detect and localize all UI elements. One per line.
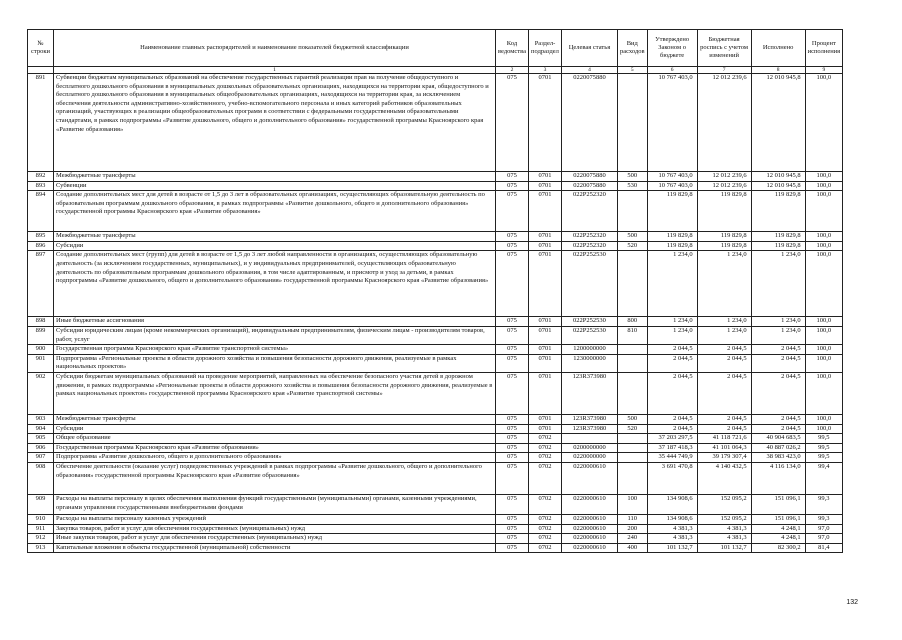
col-number: 2 bbox=[496, 67, 529, 74]
row-executed: 12 010 945,8 bbox=[751, 74, 805, 172]
row-vedom: 075 bbox=[496, 74, 529, 172]
row-name: Капитальные вложения в объекты государственной (муниципальной) собственности bbox=[54, 543, 496, 553]
row-vr: 810 bbox=[617, 326, 647, 344]
row-vedom: 075 bbox=[496, 453, 529, 463]
row-vr bbox=[617, 345, 647, 355]
row-executed: 2 044,5 bbox=[751, 354, 805, 372]
row-csr: 022P252530 bbox=[561, 251, 617, 317]
row-csr: 1230000000 bbox=[561, 354, 617, 372]
row-vedom: 075 bbox=[496, 372, 529, 414]
row-number: 907 bbox=[28, 453, 54, 463]
row-razdel: 0702 bbox=[528, 514, 561, 524]
row-executed: 2 044,5 bbox=[751, 345, 805, 355]
row-vr: 800 bbox=[617, 317, 647, 327]
row-csr: 022P252320 bbox=[561, 232, 617, 242]
col-number bbox=[28, 67, 54, 74]
row-razdel: 0701 bbox=[528, 414, 561, 424]
row-executed: 2 044,5 bbox=[751, 424, 805, 434]
row-rospis: 1 234,0 bbox=[697, 317, 751, 327]
row-executed: 12 010 945,8 bbox=[751, 181, 805, 191]
row-approved: 2 044,5 bbox=[647, 354, 697, 372]
row-executed: 12 010 945,8 bbox=[751, 172, 805, 182]
row-csr: 022P252530 bbox=[561, 317, 617, 327]
row-name: Субвенции бюджетам муниципальных образований на обеспечение государственных гарантий реализации прав на получение общедоступного и бесплатного дошкольного образования в муниципальных дошкольных образовательных организациях, находящихся на территории края, общедоступного и бесплатного дошкольного образования в муниципальных общеобразовательных организациях, находящихся на территории края, за исключением обеспечения деятельности административно-хозяйственного, учебно-вспомогательного персонала и иных категорий работников образовательных организаций, участвующих в реализации общеобразовательных программ в соответствии с федеральными государственными образовательными стандартами, в рамках подпрограммы «Развитие дошкольного, общего и дополнительного образования» государственной программы Красноярского края «Развитие образования» bbox=[54, 74, 496, 172]
row-vedom: 075 bbox=[496, 345, 529, 355]
row-csr: 0200000000 bbox=[561, 443, 617, 453]
row-csr: 0220000610 bbox=[561, 524, 617, 534]
row-executed: 151 096,1 bbox=[751, 514, 805, 524]
row-vr bbox=[617, 453, 647, 463]
row-csr: 0220000610 bbox=[561, 494, 617, 514]
row-rospis: 2 044,5 bbox=[697, 354, 751, 372]
row-razdel: 0701 bbox=[528, 424, 561, 434]
row-approved: 134 908,6 bbox=[647, 514, 697, 524]
table-row bbox=[28, 172, 843, 182]
row-rospis: 2 044,5 bbox=[697, 345, 751, 355]
row-number: 910 bbox=[28, 514, 54, 524]
row-rospis: 119 829,8 bbox=[697, 191, 751, 232]
row-razdel: 0702 bbox=[528, 443, 561, 453]
table-row bbox=[28, 181, 843, 191]
row-number: 900 bbox=[28, 345, 54, 355]
row-razdel: 0701 bbox=[528, 74, 561, 172]
row-vedom: 075 bbox=[496, 172, 529, 182]
row-vedom: 075 bbox=[496, 354, 529, 372]
row-approved: 2 044,5 bbox=[647, 424, 697, 434]
row-razdel: 0702 bbox=[528, 494, 561, 514]
row-approved: 35 444 749,9 bbox=[647, 453, 697, 463]
row-rospis: 152 095,2 bbox=[697, 494, 751, 514]
header-vedom: Код ведомства bbox=[496, 30, 529, 67]
row-number: 897 bbox=[28, 251, 54, 317]
table-row bbox=[28, 74, 843, 172]
row-razdel: 0701 bbox=[528, 232, 561, 242]
row-number: 893 bbox=[28, 181, 54, 191]
row-approved: 4 381,3 bbox=[647, 534, 697, 544]
header-vr: Вид расходов bbox=[617, 30, 647, 67]
row-executed: 1 234,0 bbox=[751, 251, 805, 317]
row-approved: 3 691 470,8 bbox=[647, 462, 697, 494]
row-vedom: 075 bbox=[496, 317, 529, 327]
row-percent: 100,0 bbox=[805, 326, 843, 344]
table-row bbox=[28, 524, 843, 534]
row-rospis: 2 044,5 bbox=[697, 414, 751, 424]
row-name: Обеспечение деятельности (оказание услуг) подведомственных учреждений в рамках подпрограммы «Развитие дошкольного, общего и дополнительного образования» государственной программы Красноярского края «Развитие образования» bbox=[54, 462, 496, 494]
row-csr: 0220000610 bbox=[561, 462, 617, 494]
row-rospis: 4 140 432,5 bbox=[697, 462, 751, 494]
row-name: Подпрограмма «Региональные проекты в области дорожного хозяйства и повышения безопасности дорожного движения, реализуемые в рамках национальных проектов» bbox=[54, 354, 496, 372]
row-rospis: 12 012 239,6 bbox=[697, 172, 751, 182]
row-csr: 0220075880 bbox=[561, 172, 617, 182]
row-percent: 100,0 bbox=[805, 345, 843, 355]
row-percent: 100,0 bbox=[805, 191, 843, 232]
row-executed: 2 044,5 bbox=[751, 372, 805, 414]
col-number: 1 bbox=[54, 67, 496, 74]
row-executed: 151 096,1 bbox=[751, 494, 805, 514]
column-number-row bbox=[28, 67, 843, 74]
row-razdel: 0701 bbox=[528, 345, 561, 355]
row-approved: 134 908,6 bbox=[647, 494, 697, 514]
row-csr: 0220000610 bbox=[561, 543, 617, 553]
table-row bbox=[28, 317, 843, 327]
table-row bbox=[28, 443, 843, 453]
row-vr bbox=[617, 191, 647, 232]
row-csr: 0220000000 bbox=[561, 453, 617, 463]
row-csr: 123R373980 bbox=[561, 372, 617, 414]
row-rospis: 4 381,3 bbox=[697, 524, 751, 534]
row-approved: 10 767 403,0 bbox=[647, 172, 697, 182]
row-rospis: 2 044,5 bbox=[697, 424, 751, 434]
row-percent: 100,0 bbox=[805, 424, 843, 434]
row-percent: 99,5 bbox=[805, 434, 843, 444]
row-executed: 40 904 683,5 bbox=[751, 434, 805, 444]
row-executed: 82 300,2 bbox=[751, 543, 805, 553]
row-vr bbox=[617, 462, 647, 494]
row-percent: 99,3 bbox=[805, 494, 843, 514]
row-number: 896 bbox=[28, 241, 54, 251]
row-vedom: 075 bbox=[496, 251, 529, 317]
row-vedom: 075 bbox=[496, 424, 529, 434]
header-razdel: Раздел-подраздел bbox=[528, 30, 561, 67]
row-percent: 100,0 bbox=[805, 74, 843, 172]
row-vr: 500 bbox=[617, 172, 647, 182]
row-razdel: 0702 bbox=[528, 434, 561, 444]
row-vedom: 075 bbox=[496, 241, 529, 251]
row-rospis: 1 234,0 bbox=[697, 251, 751, 317]
row-percent: 99,5 bbox=[805, 453, 843, 463]
row-number: 899 bbox=[28, 326, 54, 344]
row-approved: 101 132,7 bbox=[647, 543, 697, 553]
col-number: 4 bbox=[561, 67, 617, 74]
row-name: Субсидии юридическим лицам (кроме некоммерческих организаций), индивидуальным предпринимателям, физическим лицам - производителям товаров, работ, услуг bbox=[54, 326, 496, 344]
row-vr bbox=[617, 354, 647, 372]
col-number: 5 bbox=[617, 67, 647, 74]
row-name: Межбюджетные трансферты bbox=[54, 414, 496, 424]
row-rospis: 119 829,8 bbox=[697, 241, 751, 251]
header-csr: Целевая статья bbox=[561, 30, 617, 67]
row-approved: 119 829,8 bbox=[647, 241, 697, 251]
row-vr bbox=[617, 443, 647, 453]
row-vr bbox=[617, 74, 647, 172]
header-executed: Исполнено bbox=[751, 30, 805, 67]
row-razdel: 0702 bbox=[528, 534, 561, 544]
row-razdel: 0701 bbox=[528, 172, 561, 182]
table-row bbox=[28, 434, 843, 444]
table-row bbox=[28, 494, 843, 514]
row-number: 908 bbox=[28, 462, 54, 494]
table-row bbox=[28, 424, 843, 434]
row-vr: 530 bbox=[617, 181, 647, 191]
header-name: Наименование главных распорядителей и наименование показателей бюджетной классификации bbox=[54, 30, 496, 67]
row-name: Межбюджетные трансферты bbox=[54, 172, 496, 182]
row-vr: 520 bbox=[617, 241, 647, 251]
row-number: 903 bbox=[28, 414, 54, 424]
row-vr bbox=[617, 434, 647, 444]
table-row bbox=[28, 345, 843, 355]
row-number: 898 bbox=[28, 317, 54, 327]
row-csr: 0220000610 bbox=[561, 514, 617, 524]
header-percent: Процент исполнения bbox=[805, 30, 843, 67]
row-number: 902 bbox=[28, 372, 54, 414]
table-row bbox=[28, 453, 843, 463]
row-percent: 100,0 bbox=[805, 232, 843, 242]
row-approved: 10 767 403,0 bbox=[647, 74, 697, 172]
row-vedom: 075 bbox=[496, 514, 529, 524]
row-executed: 119 829,8 bbox=[751, 191, 805, 232]
row-percent: 81,4 bbox=[805, 543, 843, 553]
row-razdel: 0701 bbox=[528, 326, 561, 344]
row-rospis: 41 101 064,3 bbox=[697, 443, 751, 453]
row-name: Закупка товаров, работ и услуг для обеспечения государственных (муниципальных) нужд bbox=[54, 524, 496, 534]
row-vr bbox=[617, 251, 647, 317]
row-approved: 2 044,5 bbox=[647, 372, 697, 414]
row-number: 913 bbox=[28, 543, 54, 553]
col-number: 3 bbox=[528, 67, 561, 74]
row-name: Подпрограмма «Развитие дошкольного, общего и дополнительного образования» bbox=[54, 453, 496, 463]
table-row bbox=[28, 543, 843, 553]
row-approved: 37 203 297,5 bbox=[647, 434, 697, 444]
header-num: № строки bbox=[28, 30, 54, 67]
row-name: Иные бюджетные ассигнования bbox=[54, 317, 496, 327]
table-row bbox=[28, 251, 843, 317]
row-percent: 100,0 bbox=[805, 317, 843, 327]
budget-table bbox=[27, 29, 843, 553]
row-number: 892 bbox=[28, 172, 54, 182]
table-row bbox=[28, 372, 843, 414]
row-razdel: 0702 bbox=[528, 524, 561, 534]
row-razdel: 0701 bbox=[528, 372, 561, 414]
row-name: Создание дополнительных мест (групп) для детей в возрасте от 1,5 до 3 лет любой направленности в организациях, осуществляющих образовательную деятельность (за исключением государственных, муниципальных), и у индивидуальных предпринимателей, осуществляющих образовательную деятельность по образовательным программам дошкольного образования, в том числе адаптированным, и присмотр и уход за детьми, в рамках подпрограммы «Развитие дошкольного, общего и дополнительного образования» государственной программы Красноярского края «Развитие образования» bbox=[54, 251, 496, 317]
row-approved: 1 234,0 bbox=[647, 317, 697, 327]
row-csr: 123R373980 bbox=[561, 424, 617, 434]
row-approved: 4 381,3 bbox=[647, 524, 697, 534]
row-percent: 100,0 bbox=[805, 251, 843, 317]
row-razdel: 0701 bbox=[528, 241, 561, 251]
row-vr: 400 bbox=[617, 543, 647, 553]
row-vr: 500 bbox=[617, 414, 647, 424]
row-csr: 1200000000 bbox=[561, 345, 617, 355]
row-executed: 119 829,8 bbox=[751, 241, 805, 251]
row-rospis: 119 829,8 bbox=[697, 232, 751, 242]
row-csr: 0220075880 bbox=[561, 74, 617, 172]
row-vedom: 075 bbox=[496, 434, 529, 444]
row-vr: 240 bbox=[617, 534, 647, 544]
row-razdel: 0702 bbox=[528, 453, 561, 463]
row-name: Государственная программа Красноярского края «Развитие транспортной системы» bbox=[54, 345, 496, 355]
row-name: Общее образование bbox=[54, 434, 496, 444]
row-razdel: 0702 bbox=[528, 543, 561, 553]
row-rospis: 41 118 721,6 bbox=[697, 434, 751, 444]
header-approved: Утверждено Законом о бюджете bbox=[647, 30, 697, 67]
row-approved: 1 234,0 bbox=[647, 251, 697, 317]
row-percent: 99,5 bbox=[805, 443, 843, 453]
table-row bbox=[28, 232, 843, 242]
row-number: 894 bbox=[28, 191, 54, 232]
header-rospis: Бюджетная роспись с учетом изменений bbox=[697, 30, 751, 67]
row-name: Субсидии бюджетам муниципальных образований на проведение мероприятий, направленных на обеспечение безопасного участия детей в дорожном движении, в рамках подпрограммы «Региональные проекты в области дорожного хозяйства и повышения безопасности дорожного движения, реализуемые в рамках национальных проектов» государственной программы Красноярского края «Развитие транспортной системы» bbox=[54, 372, 496, 414]
budget-table-sheet bbox=[27, 29, 843, 553]
row-percent: 100,0 bbox=[805, 414, 843, 424]
row-vedom: 075 bbox=[496, 534, 529, 544]
row-percent: 100,0 bbox=[805, 372, 843, 414]
row-vedom: 075 bbox=[496, 181, 529, 191]
row-vedom: 075 bbox=[496, 414, 529, 424]
row-name: Государственная программа Красноярского края «Развитие образования» bbox=[54, 443, 496, 453]
table-header-row bbox=[28, 30, 843, 67]
table-body bbox=[28, 74, 843, 553]
row-percent: 99,4 bbox=[805, 462, 843, 494]
row-number: 912 bbox=[28, 534, 54, 544]
row-approved: 37 187 418,3 bbox=[647, 443, 697, 453]
row-executed: 4 116 134,0 bbox=[751, 462, 805, 494]
row-name: Субвенции bbox=[54, 181, 496, 191]
row-razdel: 0701 bbox=[528, 181, 561, 191]
row-percent: 100,0 bbox=[805, 172, 843, 182]
row-percent: 97,0 bbox=[805, 534, 843, 544]
row-csr: 0220075880 bbox=[561, 181, 617, 191]
row-csr: 022P252530 bbox=[561, 326, 617, 344]
row-csr bbox=[561, 434, 617, 444]
table-row bbox=[28, 514, 843, 524]
table-row bbox=[28, 241, 843, 251]
row-vedom: 075 bbox=[496, 326, 529, 344]
page-number: 132 bbox=[846, 599, 858, 606]
row-vedom: 075 bbox=[496, 524, 529, 534]
row-razdel: 0701 bbox=[528, 317, 561, 327]
row-number: 891 bbox=[28, 74, 54, 172]
row-executed: 1 234,0 bbox=[751, 317, 805, 327]
col-number: 6 bbox=[647, 67, 697, 74]
row-name: Расходы на выплаты персоналу казенных учреждений bbox=[54, 514, 496, 524]
row-rospis: 152 095,2 bbox=[697, 514, 751, 524]
row-rospis: 12 012 239,6 bbox=[697, 181, 751, 191]
row-percent: 100,0 bbox=[805, 181, 843, 191]
table-row bbox=[28, 462, 843, 494]
row-number: 905 bbox=[28, 434, 54, 444]
row-number: 895 bbox=[28, 232, 54, 242]
row-vedom: 075 bbox=[496, 543, 529, 553]
row-vr: 520 bbox=[617, 424, 647, 434]
row-razdel: 0701 bbox=[528, 354, 561, 372]
row-name: Расходы на выплаты персоналу в целях обеспечения выполнения функций государственными (муниципальными) органами, казенными учреждениями, органами управления государственными внебюджетными фондами bbox=[54, 494, 496, 514]
row-razdel: 0701 bbox=[528, 251, 561, 317]
row-vedom: 075 bbox=[496, 232, 529, 242]
row-vr: 500 bbox=[617, 232, 647, 242]
row-name: Субсидии bbox=[54, 241, 496, 251]
row-csr: 022P252320 bbox=[561, 191, 617, 232]
row-razdel: 0701 bbox=[528, 191, 561, 232]
row-vr bbox=[617, 372, 647, 414]
row-vedom: 075 bbox=[496, 462, 529, 494]
row-vedom: 075 bbox=[496, 443, 529, 453]
row-name: Иные закупки товаров, работ и услуг для обеспечения государственных (муниципальных) нужд bbox=[54, 534, 496, 544]
row-percent: 100,0 bbox=[805, 354, 843, 372]
table-row bbox=[28, 414, 843, 424]
table-row bbox=[28, 534, 843, 544]
row-rospis: 12 012 239,6 bbox=[697, 74, 751, 172]
table-row bbox=[28, 191, 843, 232]
table-row bbox=[28, 354, 843, 372]
row-csr: 022P252320 bbox=[561, 241, 617, 251]
row-csr: 123R373980 bbox=[561, 414, 617, 424]
row-number: 906 bbox=[28, 443, 54, 453]
row-rospis: 101 132,7 bbox=[697, 543, 751, 553]
row-vedom: 075 bbox=[496, 494, 529, 514]
row-vr: 110 bbox=[617, 514, 647, 524]
table-row bbox=[28, 326, 843, 344]
row-razdel: 0702 bbox=[528, 462, 561, 494]
row-vr: 100 bbox=[617, 494, 647, 514]
row-rospis: 39 179 307,4 bbox=[697, 453, 751, 463]
row-number: 911 bbox=[28, 524, 54, 534]
row-name: Создание дополнительных мест для детей в возрасте от 1,5 до 3 лет в образовательных организациях, осуществляющих образовательную деятельность по образовательным программам дошкольного образования, в рамках подпрограммы «Развитие дошкольного, общего и дополнительного образования» государственной программы Красноярского края «Развитие образования» bbox=[54, 191, 496, 232]
row-approved: 2 044,5 bbox=[647, 345, 697, 355]
row-approved: 2 044,5 bbox=[647, 414, 697, 424]
row-number: 904 bbox=[28, 424, 54, 434]
row-executed: 119 829,8 bbox=[751, 232, 805, 242]
row-percent: 97,0 bbox=[805, 524, 843, 534]
row-executed: 1 234,0 bbox=[751, 326, 805, 344]
row-approved: 1 234,0 bbox=[647, 326, 697, 344]
row-vr: 200 bbox=[617, 524, 647, 534]
row-executed: 4 248,1 bbox=[751, 524, 805, 534]
row-name: Межбюджетные трансферты bbox=[54, 232, 496, 242]
row-rospis: 1 234,0 bbox=[697, 326, 751, 344]
row-approved: 119 829,8 bbox=[647, 232, 697, 242]
row-executed: 4 248,1 bbox=[751, 534, 805, 544]
row-percent: 100,0 bbox=[805, 241, 843, 251]
row-approved: 10 767 403,0 bbox=[647, 181, 697, 191]
row-number: 909 bbox=[28, 494, 54, 514]
col-number: 9 bbox=[805, 67, 843, 74]
row-executed: 40 887 026,2 bbox=[751, 443, 805, 453]
row-percent: 99,3 bbox=[805, 514, 843, 524]
row-rospis: 2 044,5 bbox=[697, 372, 751, 414]
row-executed: 2 044,5 bbox=[751, 414, 805, 424]
col-number: 7 bbox=[697, 67, 751, 74]
row-rospis: 4 381,3 bbox=[697, 534, 751, 544]
row-approved: 119 829,8 bbox=[647, 191, 697, 232]
row-executed: 38 983 423,0 bbox=[751, 453, 805, 463]
col-number: 8 bbox=[751, 67, 805, 74]
row-vedom: 075 bbox=[496, 191, 529, 232]
row-name: Субсидии bbox=[54, 424, 496, 434]
row-number: 901 bbox=[28, 354, 54, 372]
row-csr: 0220000610 bbox=[561, 534, 617, 544]
